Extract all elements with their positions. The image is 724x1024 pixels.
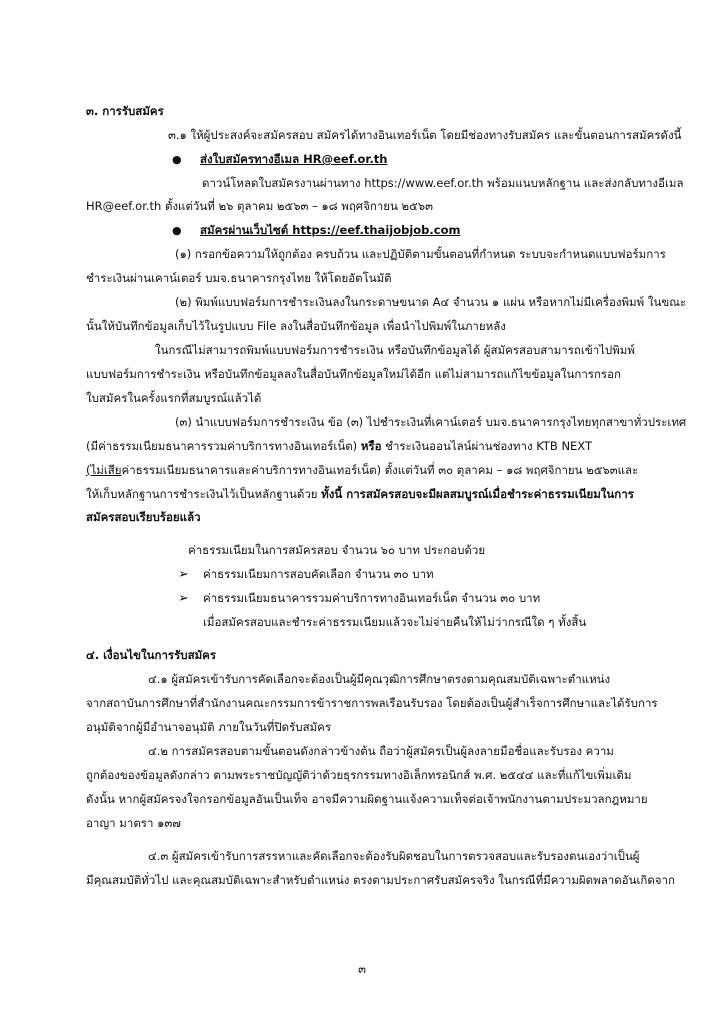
web-method-title: สมัครผ่านเว็บไซต์ https://eef.thaijobjob.com — [200, 223, 461, 237]
payment-period-text: ค่าธรรมเนียมธนาคารและค่าบริการทางอินเทอร์เน็ต) ตั้งแต่วันที่ ๓๐ ตุลาคม – ๑๘ พฤศจิกายน ๒๕๖๓และ — [121, 463, 639, 477]
fee-item-2-text: ค่าธรรมเนียมธนาคารรวมค่าบริการทางอินเทอร์เน็ต จำนวน ๓๐ บาท — [203, 591, 541, 605]
page-number: ๓ — [358, 962, 366, 976]
web-bullet — [172, 223, 182, 238]
section-3-heading: ๓. การรับสมัคร — [86, 104, 164, 118]
web-step-3-line-5: สมัครสอบเรียบร้อยแล้ว — [86, 510, 201, 524]
keep-evidence-text: ให้เก็บหลักฐานการชำระเงินไว้เป็นหลักฐานด้วย — [86, 487, 322, 501]
paragraph-4-1-line-1: ๔.๑ ผู้สมัครเข้ารับการคัดเลือกจะต้องเป็นผู้มีคุณวุฒิการศึกษาตรงตามคุณสมบัติเฉพาะตำแหน่ง — [148, 672, 611, 686]
web-step-2-line-5: ใบสมัครในครั้งแรกที่สมบูรณ์แล้วได้ — [86, 391, 262, 405]
web-step-3-line-4 — [86, 487, 634, 502]
bullet-icon: ● — [172, 153, 182, 166]
paragraph-4-1-line-2: จากสถาบันการศึกษาที่สำนักงานคณะกรรมการข้าราชการพลเรือนรับรอง โดยต้องเป็นผู้สำเร็จการศึกษาและได้รับการ — [86, 696, 658, 710]
web-step-1-line-2: ชำระเงินผ่านเคาน์เตอร์ บมจ.ธนาคารกรุงไทย ให้โดยอัตโนมัติ — [86, 271, 392, 285]
web-step-2-line-3: ในกรณีไม่สามารถพิมพ์แบบฟอร์มการชำระเงิน หรือบันทึกข้อมูลได้ ผู้สมัครสอบสามารถเข้าไปพิมพ์ — [155, 343, 635, 357]
completion-condition: การสมัครสอบจะมีผลสมบูรณ์เมื่อชำระค่าธรรมเนียมในการ — [342, 487, 634, 501]
web-step-3-line-2 — [86, 439, 592, 454]
fee-item-2 — [178, 591, 189, 606]
email-bullet — [172, 152, 182, 167]
email-method-line-1: ดาวน์โหลดใบสมัครงานผ่านทาง https://www.eef.or.th พร้อมแนบหลักฐาน และส่งกลับทางอีเมล — [202, 176, 684, 190]
paragraph-4-3-line-1: ๔.๓ ผู้สมัครเข้ารับการสรรหาและคัดเลือกจะต้องรับผิดชอบในการตรวจสอบและรับรองตนเองว่าเป็นผู้ — [148, 849, 640, 863]
fee-item-1-text: ค่าธรรมเนียมการสอบคัดเลือก จำนวน ๓๐ บาท — [203, 567, 434, 581]
web-step-2-line-1: (๒) พิมพ์แบบฟอร์มการชำระเงินลงในกระดาษขนาด A๔ จำนวน ๑ แผ่น หรือหากไม่มีเครื่องพิมพ์ ในขณะ — [175, 295, 687, 309]
paragraph-4-2-line-1: ๔.๒ การสมัครสอบตามขั้นตอนดังกล่าวข้างต้น ถือว่าผู้สมัครเป็นผู้ลงลายมือชื่อและรับรอง ความ — [148, 744, 614, 758]
paragraph-4-2-line-2: ถูกต้องของข้อมูลดังกล่าว ตามพระราชบัญญัติว่าด้วยธุรกรรมทางอิเล็กทรอนิกส์ พ.ศ. ๒๕๔๔ และที่แก้ไขเพิ่มเติม — [86, 768, 632, 782]
paragraph-4-1-line-3: อนุมัติจากผู้มีอำนาจอนุมัติ ภายในวันที่ปิดรับสมัคร — [86, 720, 332, 734]
or-emphasis: หรือ — [360, 439, 382, 453]
paragraph-4-2-line-4: อาญา มาตรา ๑๓๗ — [86, 816, 181, 830]
web-step-3-line-3 — [86, 463, 638, 478]
web-step-3-line-1: (๓) นำแบบฟอร์มการชำระเงิน ข้อ (๓) ไปชำระเงินที่เคาน์เตอร์ บมจ.ธนาคารกรุงไทยทุกสาขาทั่วประเทศ — [175, 415, 687, 429]
fee-title: ค่าธรรมเนียมในการสมัครสอบ จำนวน ๖๐ บาท ประกอบด้วย — [188, 543, 486, 557]
paragraph-3-1: ๓.๑ ให้ผู้ประสงค์จะสมัครสอบ สมัครได้ทางอินเทอร์เน็ต โดยมีช่องทางรับสมัคร และขั้นตอนการสมัครดังนี้ — [168, 128, 682, 142]
web-step-1-line-1: (๑) กรอกข้อความให้ถูกต้อง ครบถ้วน และปฏิบัติตามขั้นตอนที่กำหนด ระบบจะกำหนดแบบฟอร์มการ — [175, 247, 666, 261]
paragraph-4-2-line-3: ดังนั้น หากผู้สมัครจงใจกรอกข้อมูลอันเป็นเท็จ อาจมีความผิดฐานแจ้งความเท็จต่อเจ้าพนักงานตามประมวลกฎหมาย — [86, 792, 648, 806]
bank-fee-note: (มีค่าธรรมเนียมธนาคารรวมค่าบริการทางอินเทอร์เน็ต) — [86, 439, 361, 453]
arrow-icon: ➢ — [178, 567, 189, 582]
however-emphasis: ทั้งนี้ — [321, 487, 343, 501]
web-step-2-line-2: นั้นให้บันทึกข้อมูลเก็บไว้ในรูปแบบ File ลงในสื่อบันทึกข้อมูล เพื่อนำไปพิมพ์ในภายหลัง — [86, 319, 506, 333]
online-payment-text: ชำระเงินออนไลน์ผ่านช่องทาง KTB NEXT — [381, 439, 593, 453]
bullet-icon: ● — [172, 224, 182, 237]
email-method-line-2: HR@eef.or.th ตั้งแต่วันที่ ๒๖ ตุลาคม ๒๕๖๓ – ๑๘ พฤศจิกายน ๒๕๖๓ — [86, 199, 433, 213]
no-fee-underlined: (ไม่เสีย — [86, 463, 122, 477]
fee-refund-note: เมื่อสมัครสอบและชำระค่าธรรมเนียมแล้วจะไม่จ่ายคืนให้ไม่ว่ากรณีใด ๆ ทั้งสิ้น — [203, 615, 587, 629]
arrow-icon: ➢ — [178, 591, 189, 606]
paragraph-4-3-line-2: มีคุณสมบัติทั่วไป และคุณสมบัติเฉพาะสำหรับตำแหน่ง ตรงตามประกาศรับสมัครจริง ในกรณีที่มีความผิดพลาดอันเกิดจาก — [86, 873, 675, 887]
fee-item-1 — [178, 567, 189, 582]
section-4-heading: ๔. เงื่อนไขในการรับสมัคร — [86, 648, 217, 662]
web-step-2-line-4: แบบฟอร์มการชำระเงิน หรือบันทึกข้อมูลลงในสื่อบันทึกข้อมูลใหม่ได้อีก แต่ไม่สามารถแก้ไขข้อมูลในการกรอก — [86, 367, 621, 381]
email-method-title: ส่งใบสมัครทางอีเมล HR@eef.or.th — [200, 152, 388, 166]
